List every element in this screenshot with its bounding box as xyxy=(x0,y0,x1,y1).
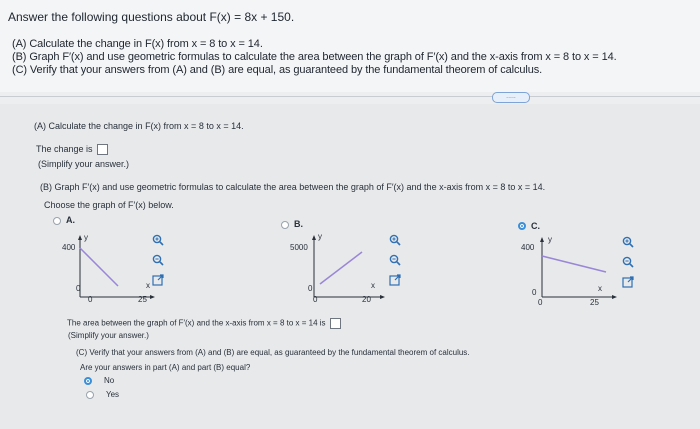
choose-graph-label: Choose the graph of F′(x) below. xyxy=(44,200,174,210)
option-a-tools xyxy=(152,234,164,286)
section-b-prompt: (B) Graph F′(x) and use geometric formulas to calculate the area between the graph of F′(x) and the x-axis from x = 8 to x = 14. xyxy=(40,182,546,192)
option-c-tools xyxy=(622,236,634,288)
option-a-ymax: 400 xyxy=(62,243,76,252)
zoom-out-icon[interactable] xyxy=(622,256,634,268)
zoom-in-icon[interactable] xyxy=(622,236,634,248)
choice-no-radio[interactable] xyxy=(84,377,92,385)
option-c-radio[interactable] xyxy=(518,222,526,230)
equal-question: Are your answers in part (A) and part (B) equal? xyxy=(80,363,251,372)
choice-yes-label: Yes xyxy=(106,390,120,399)
option-a-label: A. xyxy=(66,215,75,225)
option-b-radio[interactable] xyxy=(281,221,289,229)
section-c-prompt: (C) Verify that your answers from (A) and (B) are equal, as guaranteed by the fundamental theorem of calculus. xyxy=(76,348,470,357)
section-b-simplify: (Simplify your answer.) xyxy=(68,331,149,340)
question-part-c: (C) Verify that your answers from (A) and (B) are equal, as guaranteed by the fundamental theorem of calculus. xyxy=(12,64,543,76)
option-b-y-axis-label: y xyxy=(318,232,322,241)
question-title: Answer the following questions about F(x) = 8x + 150. xyxy=(8,10,295,24)
section-divider xyxy=(0,96,700,97)
choice-no-label: No xyxy=(104,376,115,385)
option-b-xmax: 20 xyxy=(362,295,371,304)
option-c-label: C. xyxy=(531,221,540,231)
option-b-x-origin: 0 xyxy=(313,295,318,304)
open-window-icon[interactable] xyxy=(622,276,634,288)
open-window-icon[interactable] xyxy=(389,274,401,286)
option-c-x-origin: 0 xyxy=(538,298,543,307)
option-a-x-origin: 0 xyxy=(88,295,93,304)
zoom-out-icon[interactable] xyxy=(389,254,401,266)
option-c-y-origin: 0 xyxy=(532,288,537,297)
question-part-b: (B) Graph F′(x) and use geometric formulas to calculate the area between the graph of F′(x) and the x-axis from x = 8 to x = 14. xyxy=(12,51,617,63)
option-c-y-axis-label: y xyxy=(548,235,552,244)
option-a-y-origin: 0 xyxy=(76,284,81,293)
option-b-tools xyxy=(389,234,401,286)
area-row xyxy=(67,318,341,329)
option-a-radio[interactable] xyxy=(53,217,61,225)
option-b-label: B. xyxy=(294,219,303,229)
option-a-x-axis-label: x xyxy=(146,281,150,290)
section-a-simplify: (Simplify your answer.) xyxy=(38,159,130,169)
choice-yes-radio[interactable] xyxy=(86,391,94,399)
change-label: The change is xyxy=(36,144,93,154)
option-b-ymax: 5000 xyxy=(290,243,308,252)
area-label: The area between the graph of F′(x) and the x-axis from x = 8 to x = 14 is xyxy=(67,318,326,328)
change-row xyxy=(36,144,108,155)
area-answer-input[interactable] xyxy=(330,318,341,329)
zoom-in-icon[interactable] xyxy=(389,234,401,246)
option-c-xmax: 25 xyxy=(590,298,599,307)
option-b-x-axis-label: x xyxy=(371,281,375,290)
question-part-a: (A) Calculate the change in F(x) from x = 8 to x = 14. xyxy=(12,38,263,50)
option-a-y-axis-label: y xyxy=(84,233,88,242)
section-a-prompt: (A) Calculate the change in F(x) from x = 8 to x = 14. xyxy=(34,121,244,131)
option-c-x-axis-label: x xyxy=(598,284,602,293)
expand-more-button[interactable]: ..... xyxy=(492,92,530,103)
option-a-xmax: 25 xyxy=(138,295,147,304)
open-window-icon[interactable] xyxy=(152,274,164,286)
option-b-y-origin: 0 xyxy=(308,284,313,293)
zoom-in-icon[interactable] xyxy=(152,234,164,246)
change-answer-input[interactable] xyxy=(97,144,108,155)
option-c-ymax: 400 xyxy=(521,243,535,252)
zoom-out-icon[interactable] xyxy=(152,254,164,266)
